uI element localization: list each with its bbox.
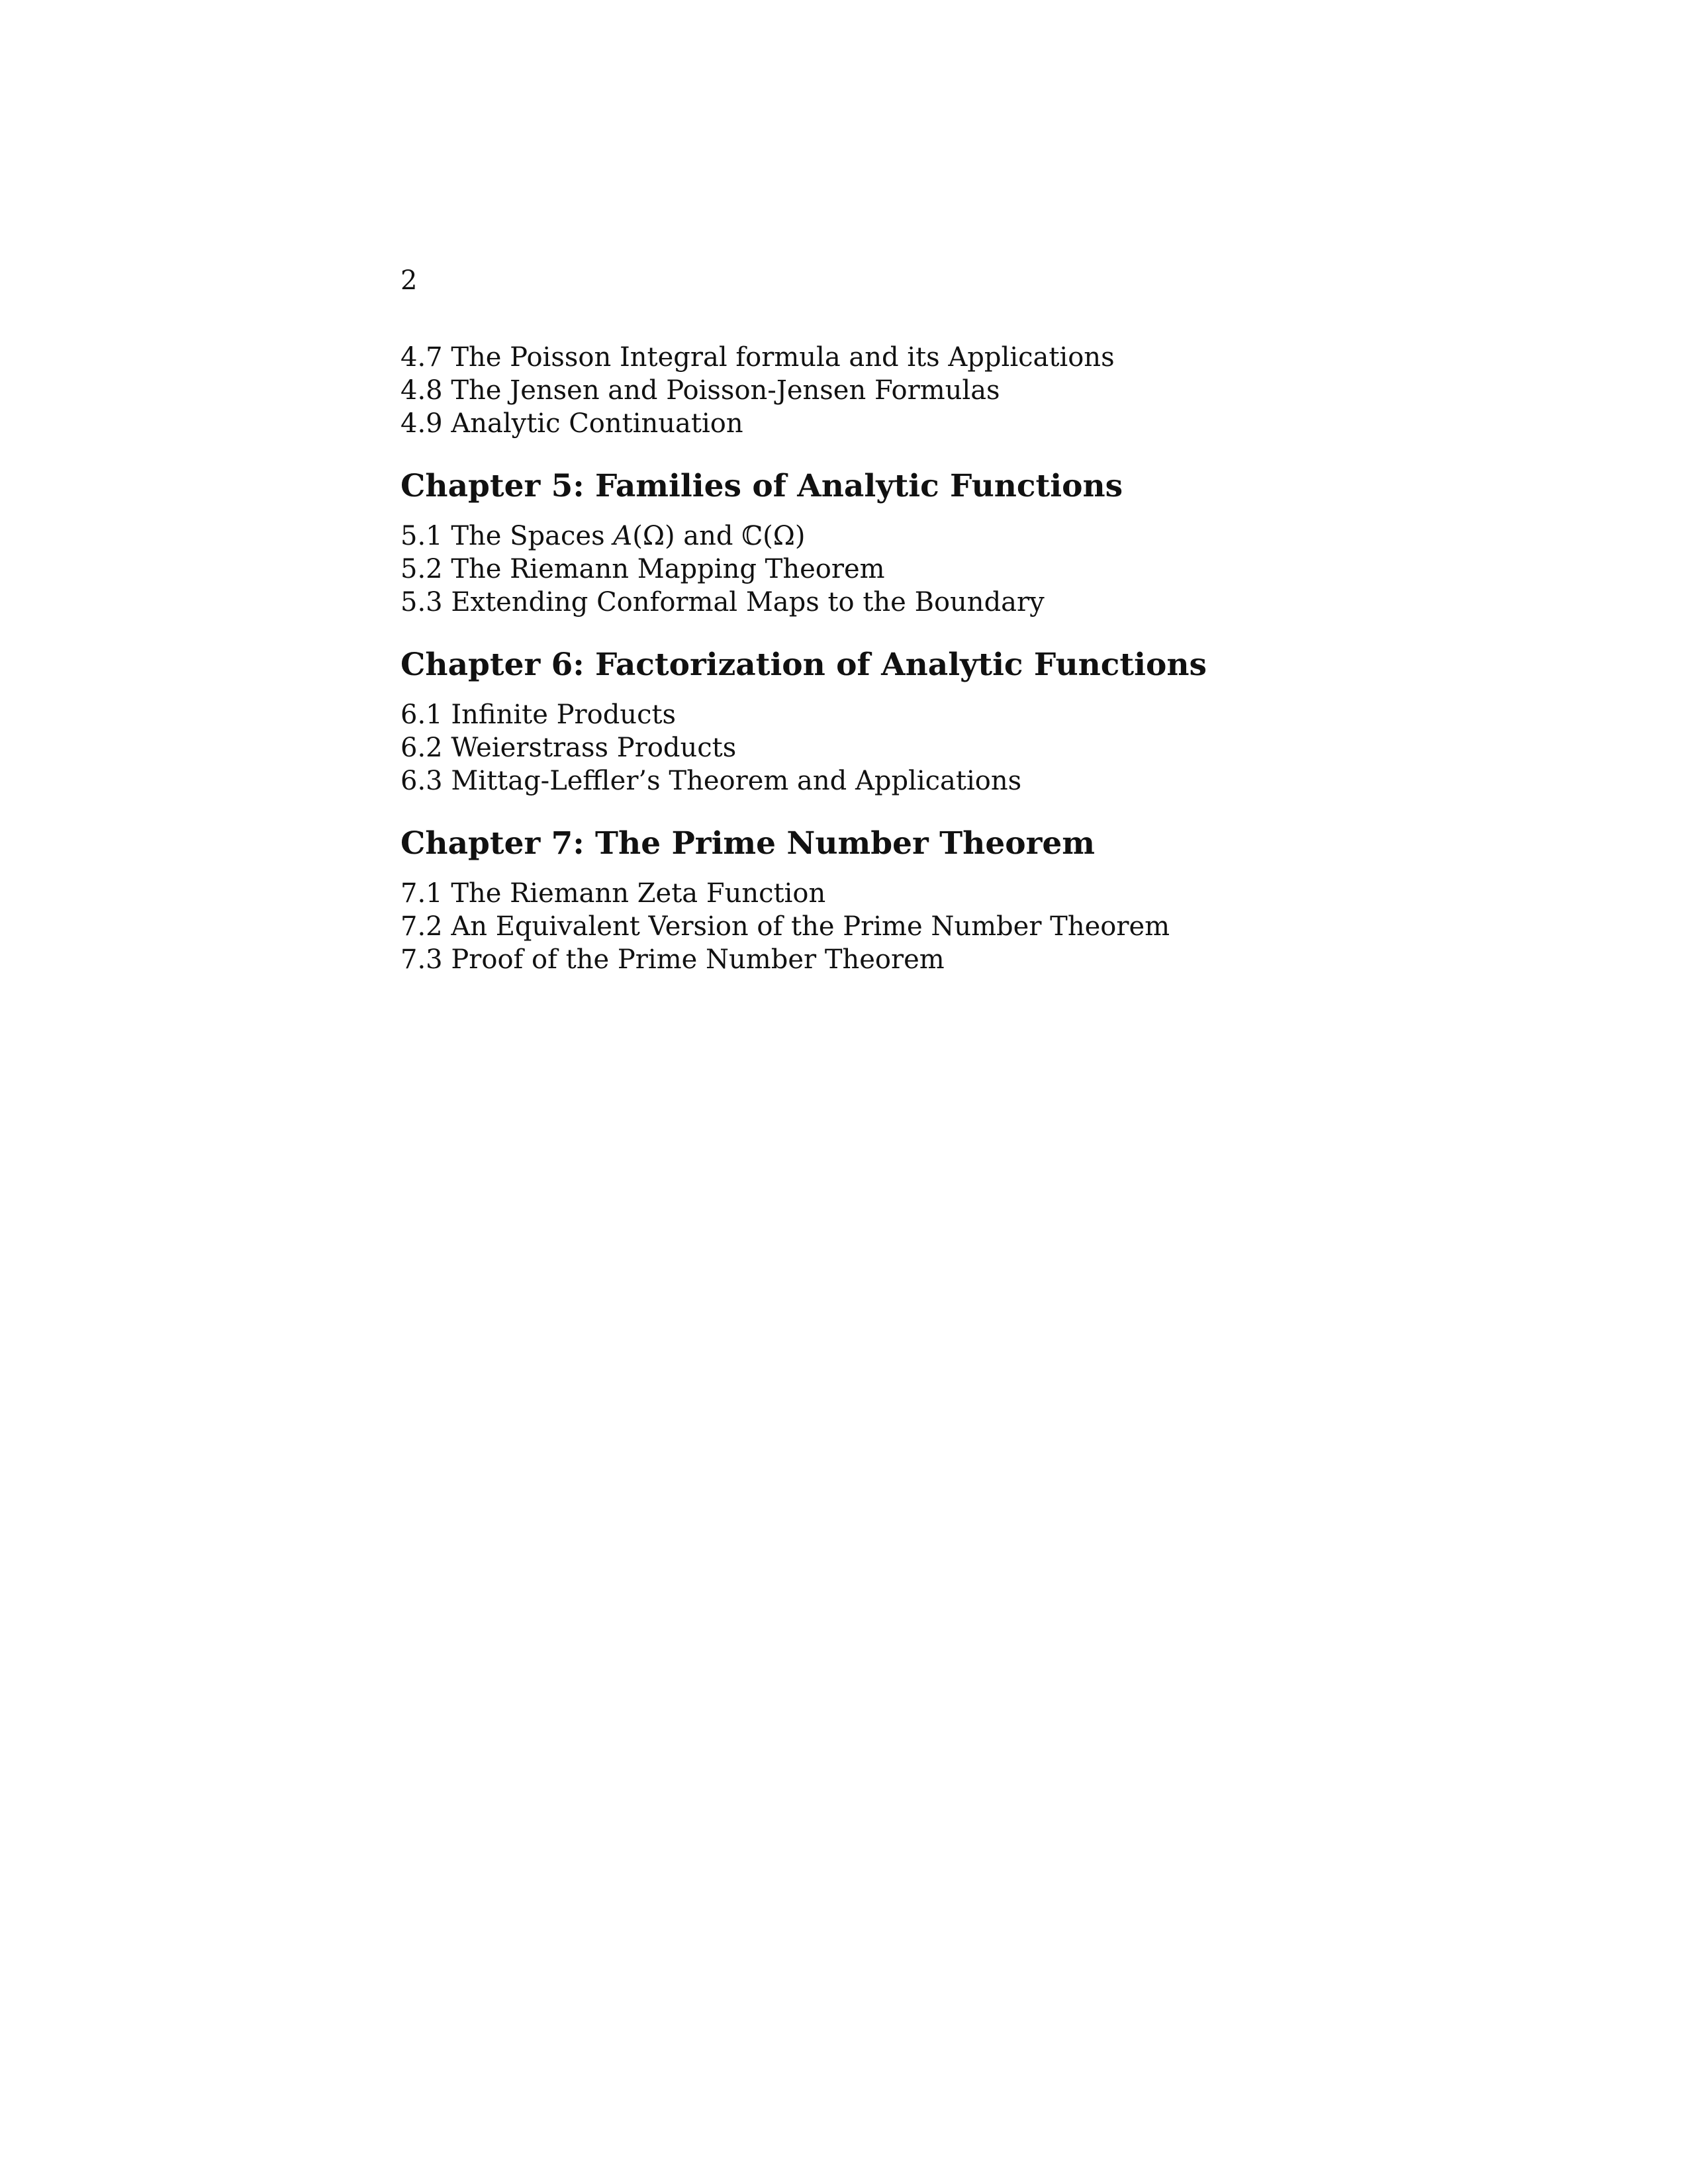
toc-entry: 4.7 The Poisson Integral formula and its Applications [400, 342, 1115, 373]
math-paren-omega: (Ω) [763, 521, 806, 551]
chapter-title: Chapter 6: Factorization of Analytic Functions [400, 647, 1207, 683]
chapter-entry-list [400, 877, 1592, 976]
chapter-entry-list [400, 698, 1592, 797]
chapter-entry-list [400, 520, 1592, 619]
toc-entry [400, 520, 1592, 553]
toc-entry: 7.3 Proof of the Prime Number Theorem [400, 944, 945, 975]
toc-entry: 7.1 The Riemann Zeta Function [400, 878, 826, 909]
table-of-contents [400, 341, 1592, 976]
toc-entry: 6.3 Mittag-Leffler’s Theorem and Applications [400, 766, 1022, 796]
chapter-title: Chapter 7: The Prime Number Theorem [400, 825, 1095, 862]
toc-entry: 6.1 Infinite Products [400, 700, 677, 730]
entry-prefix: 5.1 The Spaces [400, 521, 614, 551]
toc-entry: 4.8 The Jensen and Poisson-Jensen Formulas [400, 375, 1000, 406]
math-symbol-a: A [613, 521, 633, 551]
toc-entry: 4.9 Analytic Continuation [400, 408, 743, 439]
toc-entry: 5.3 Extending Conformal Maps to the Boundary [400, 587, 1045, 617]
toc-entry: 5.2 The Riemann Mapping Theorem [400, 554, 885, 584]
chapter-title: Chapter 5: Families of Analytic Functions [400, 468, 1123, 504]
chapter-7-section [400, 824, 1592, 976]
toc-entry: 6.2 Weierstrass Products [400, 733, 737, 763]
entry-conjunction: and [675, 521, 742, 551]
chapter-5-section [400, 467, 1592, 619]
chapter-6-section [400, 645, 1592, 797]
continued-entry-list [400, 341, 1592, 440]
page-number: 2 [400, 265, 418, 296]
math-paren-omega: (Ω) [632, 521, 675, 551]
toc-entry: 7.2 An Equivalent Version of the Prime Number Theorem [400, 911, 1170, 942]
math-symbol-c: ℂ [741, 521, 763, 551]
